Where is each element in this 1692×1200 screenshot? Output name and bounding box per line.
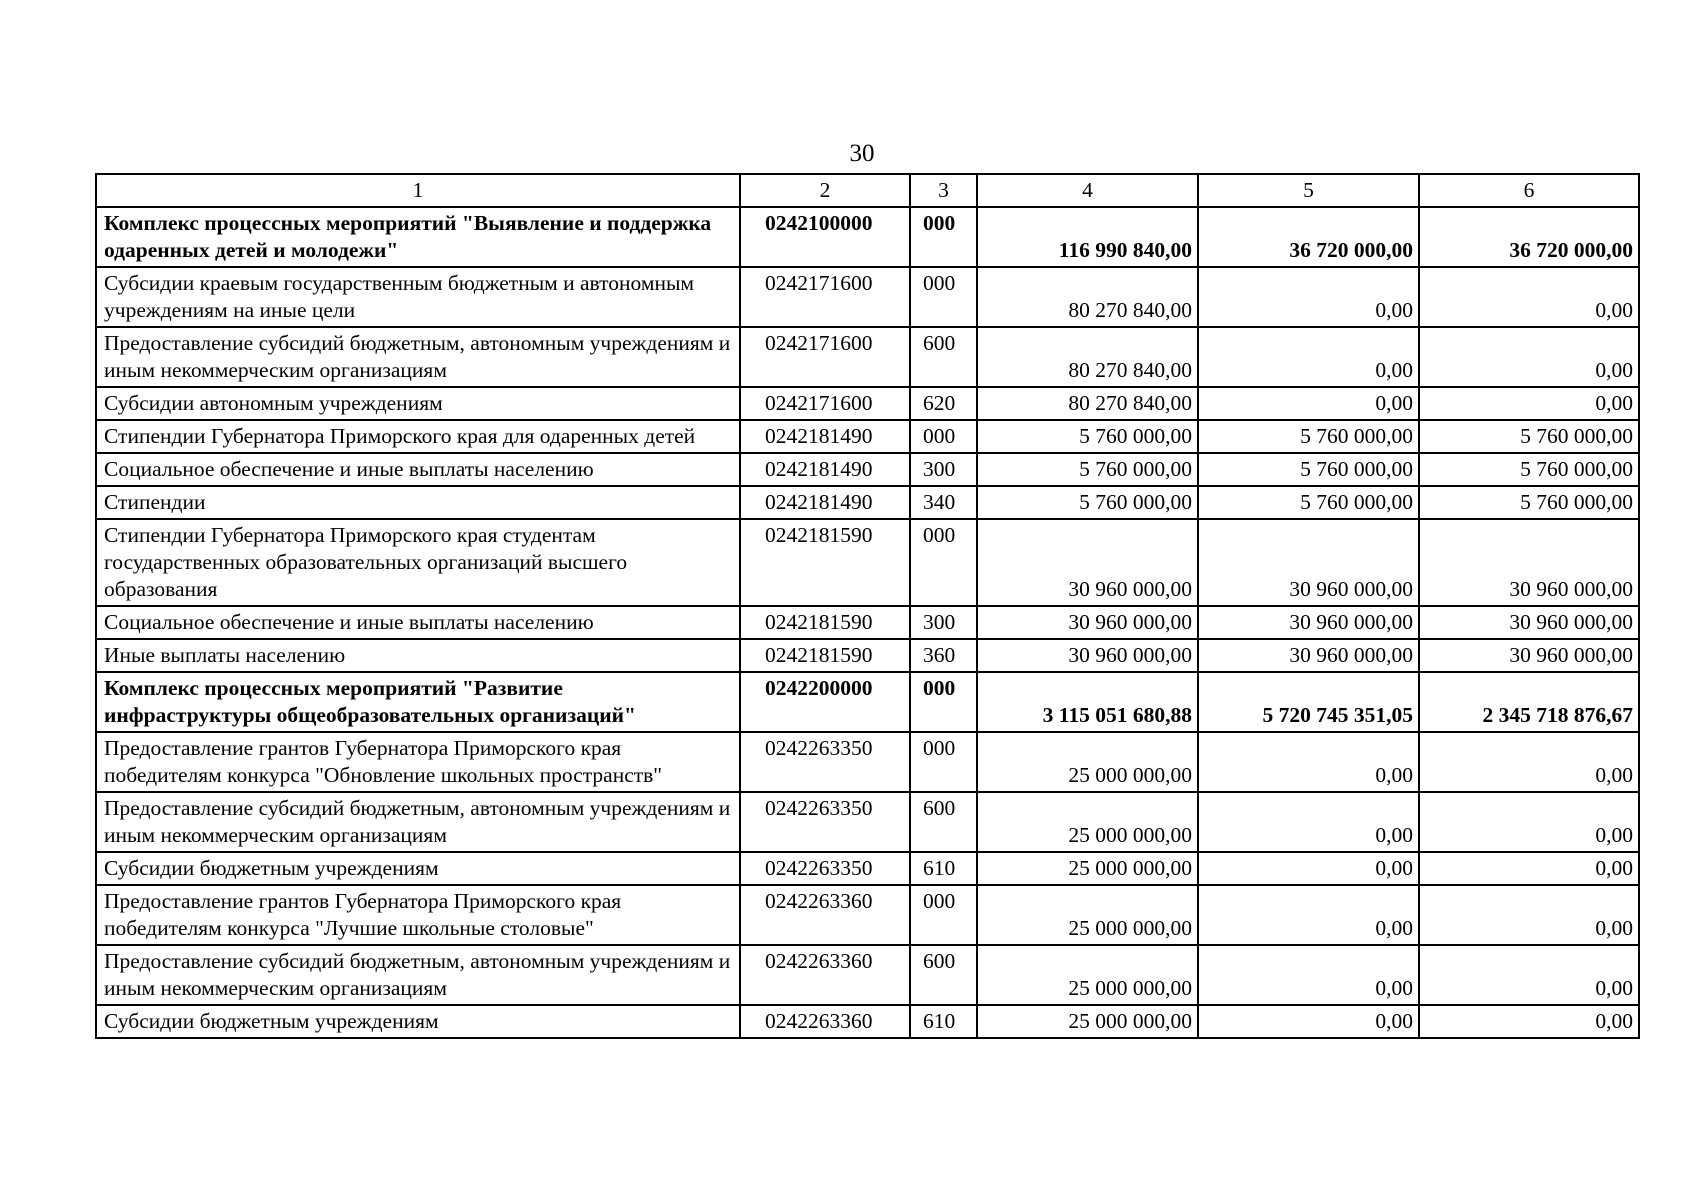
row-value-col6: 30 960 000,00: [1419, 519, 1639, 606]
row-value-col5: 0,00: [1198, 387, 1419, 420]
table-row: [96, 267, 1639, 327]
header-row: [96, 174, 1639, 207]
table-row: [96, 207, 1639, 267]
row-kvr-cell: 000: [910, 420, 977, 453]
row-code-cell: 0242200000: [740, 672, 910, 732]
header-cell-6: 6: [1419, 174, 1639, 207]
table-row: [96, 1005, 1639, 1038]
row-value-col6: 5 760 000,00: [1419, 420, 1639, 453]
row-kvr-cell: 000: [910, 672, 977, 732]
row-value-col6: 36 720 000,00: [1419, 207, 1639, 267]
row-code-cell: 0242181590: [740, 639, 910, 672]
row-code-cell: 0242171600: [740, 387, 910, 420]
row-kvr-cell: 300: [910, 606, 977, 639]
row-value-col6: 0,00: [1419, 792, 1639, 852]
header-cell-3: 3: [910, 174, 977, 207]
row-value-col4: 30 960 000,00: [977, 606, 1198, 639]
row-name-cell: Предоставление субсидий бюджетным, автономным учреждениям и иным некоммерческим организациям: [96, 945, 740, 1005]
row-value-col5: 5 760 000,00: [1198, 453, 1419, 486]
row-value-col6: 0,00: [1419, 945, 1639, 1005]
page-number: 30: [849, 140, 875, 167]
row-code-cell: 0242263360: [740, 885, 910, 945]
row-value-col5: 5 760 000,00: [1198, 420, 1419, 453]
row-value-col6: 30 960 000,00: [1419, 606, 1639, 639]
table-row: [96, 486, 1639, 519]
row-kvr-cell: 610: [910, 852, 977, 885]
row-value-col5: 0,00: [1198, 792, 1419, 852]
row-value-col4: 5 760 000,00: [977, 420, 1198, 453]
row-value-col4: 80 270 840,00: [977, 327, 1198, 387]
row-value-col5: 0,00: [1198, 885, 1419, 945]
row-name-cell: Комплекс процессных мероприятий "Выявление и поддержка одаренных детей и молодежи": [96, 207, 740, 267]
row-kvr-cell: 000: [910, 885, 977, 945]
row-name-cell: Иные выплаты населению: [96, 639, 740, 672]
row-value-col6: 30 960 000,00: [1419, 639, 1639, 672]
budget-table: [95, 173, 1640, 1039]
row-value-col5: 30 960 000,00: [1198, 606, 1419, 639]
row-value-col6: 0,00: [1419, 852, 1639, 885]
row-name-cell: Социальное обеспечение и иные выплаты населению: [96, 606, 740, 639]
row-value-col6: 0,00: [1419, 1005, 1639, 1038]
row-value-col6: 0,00: [1419, 327, 1639, 387]
row-code-cell: 0242263360: [740, 1005, 910, 1038]
row-value-col4: 25 000 000,00: [977, 732, 1198, 792]
row-value-col4: 80 270 840,00: [977, 387, 1198, 420]
row-kvr-cell: 610: [910, 1005, 977, 1038]
row-kvr-cell: 360: [910, 639, 977, 672]
row-value-col6: 0,00: [1419, 267, 1639, 327]
row-value-col5: 36 720 000,00: [1198, 207, 1419, 267]
row-value-col4: 5 760 000,00: [977, 486, 1198, 519]
row-value-col5: 0,00: [1198, 945, 1419, 1005]
row-value-col4: 5 760 000,00: [977, 453, 1198, 486]
row-kvr-cell: 000: [910, 732, 977, 792]
table-row: [96, 885, 1639, 945]
row-code-cell: 0242181490: [740, 420, 910, 453]
row-name-cell: Субсидии бюджетным учреждениям: [96, 852, 740, 885]
row-value-col5: 30 960 000,00: [1198, 639, 1419, 672]
row-name-cell: Комплекс процессных мероприятий "Развитие инфраструктуры общеобразовательных организаций": [96, 672, 740, 732]
table-row: [96, 792, 1639, 852]
table-row: [96, 420, 1639, 453]
row-name-cell: Субсидии краевым государственным бюджетным и автономным учреждениям на иные цели: [96, 267, 740, 327]
header-cell-4: 4: [977, 174, 1198, 207]
row-code-cell: 0242171600: [740, 327, 910, 387]
row-kvr-cell: 600: [910, 327, 977, 387]
table-row: [96, 852, 1639, 885]
row-name-cell: Предоставление грантов Губернатора Приморского края победителям конкурса "Лучшие школьные столовые": [96, 885, 740, 945]
row-code-cell: 0242263350: [740, 792, 910, 852]
row-kvr-cell: 620: [910, 387, 977, 420]
row-value-col4: 80 270 840,00: [977, 267, 1198, 327]
row-name-cell: Субсидии бюджетным учреждениям: [96, 1005, 740, 1038]
row-code-cell: 0242263360: [740, 945, 910, 1005]
row-name-cell: Субсидии автономным учреждениям: [96, 387, 740, 420]
row-value-col5: 0,00: [1198, 327, 1419, 387]
row-value-col6: 5 760 000,00: [1419, 486, 1639, 519]
row-code-cell: 0242181490: [740, 453, 910, 486]
row-value-col5: 30 960 000,00: [1198, 519, 1419, 606]
table-row: [96, 387, 1639, 420]
row-code-cell: 0242263350: [740, 852, 910, 885]
row-value-col4: 30 960 000,00: [977, 639, 1198, 672]
row-code-cell: 0242263350: [740, 732, 910, 792]
row-value-col5: 0,00: [1198, 1005, 1419, 1038]
table-row: [96, 732, 1639, 792]
table-row: [96, 639, 1639, 672]
row-code-cell: 0242100000: [740, 207, 910, 267]
table-row: [96, 606, 1639, 639]
table-row: [96, 453, 1639, 486]
row-kvr-cell: 000: [910, 267, 977, 327]
row-value-col6: 0,00: [1419, 387, 1639, 420]
row-value-col5: 0,00: [1198, 852, 1419, 885]
row-code-cell: 0242171600: [740, 267, 910, 327]
row-kvr-cell: 600: [910, 792, 977, 852]
row-value-col5: 5 720 745 351,05: [1198, 672, 1419, 732]
header-cell-2: 2: [740, 174, 910, 207]
row-value-col6: 5 760 000,00: [1419, 453, 1639, 486]
row-value-col6: 2 345 718 876,67: [1419, 672, 1639, 732]
row-name-cell: Стипендии Губернатора Приморского края для одаренных детей: [96, 420, 740, 453]
header-cell-5: 5: [1198, 174, 1419, 207]
row-value-col4: 25 000 000,00: [977, 1005, 1198, 1038]
row-value-col4: 116 990 840,00: [977, 207, 1198, 267]
row-value-col5: 0,00: [1198, 267, 1419, 327]
row-kvr-cell: 600: [910, 945, 977, 1005]
row-name-cell: Предоставление субсидий бюджетным, автономным учреждениям и иным некоммерческим организациям: [96, 792, 740, 852]
row-kvr-cell: 000: [910, 519, 977, 606]
table-row: [96, 519, 1639, 606]
row-value-col5: 0,00: [1198, 732, 1419, 792]
table-row: [96, 327, 1639, 387]
row-value-col4: 25 000 000,00: [977, 885, 1198, 945]
table-row: [96, 945, 1639, 1005]
row-value-col4: 25 000 000,00: [977, 792, 1198, 852]
row-code-cell: 0242181490: [740, 486, 910, 519]
row-name-cell: Стипендии Губернатора Приморского края студентам государственных образовательных организаций высшего образования: [96, 519, 740, 606]
row-name-cell: Предоставление субсидий бюджетным, автономным учреждениям и иным некоммерческим организациям: [96, 327, 740, 387]
row-value-col6: 0,00: [1419, 732, 1639, 792]
row-kvr-cell: 340: [910, 486, 977, 519]
row-name-cell: Социальное обеспечение и иные выплаты населению: [96, 453, 740, 486]
row-value-col5: 5 760 000,00: [1198, 486, 1419, 519]
row-name-cell: Стипендии: [96, 486, 740, 519]
row-kvr-cell: 000: [910, 207, 977, 267]
row-code-cell: 0242181590: [740, 606, 910, 639]
row-value-col4: 25 000 000,00: [977, 852, 1198, 885]
row-kvr-cell: 300: [910, 453, 977, 486]
table-row: [96, 672, 1639, 732]
row-value-col6: 0,00: [1419, 885, 1639, 945]
header-cell-1: 1: [96, 174, 740, 207]
row-value-col4: 25 000 000,00: [977, 945, 1198, 1005]
row-value-col4: 3 115 051 680,88: [977, 672, 1198, 732]
row-value-col4: 30 960 000,00: [977, 519, 1198, 606]
row-code-cell: 0242181590: [740, 519, 910, 606]
row-name-cell: Предоставление грантов Губернатора Приморского края победителям конкурса "Обновление школьных пространств": [96, 732, 740, 792]
